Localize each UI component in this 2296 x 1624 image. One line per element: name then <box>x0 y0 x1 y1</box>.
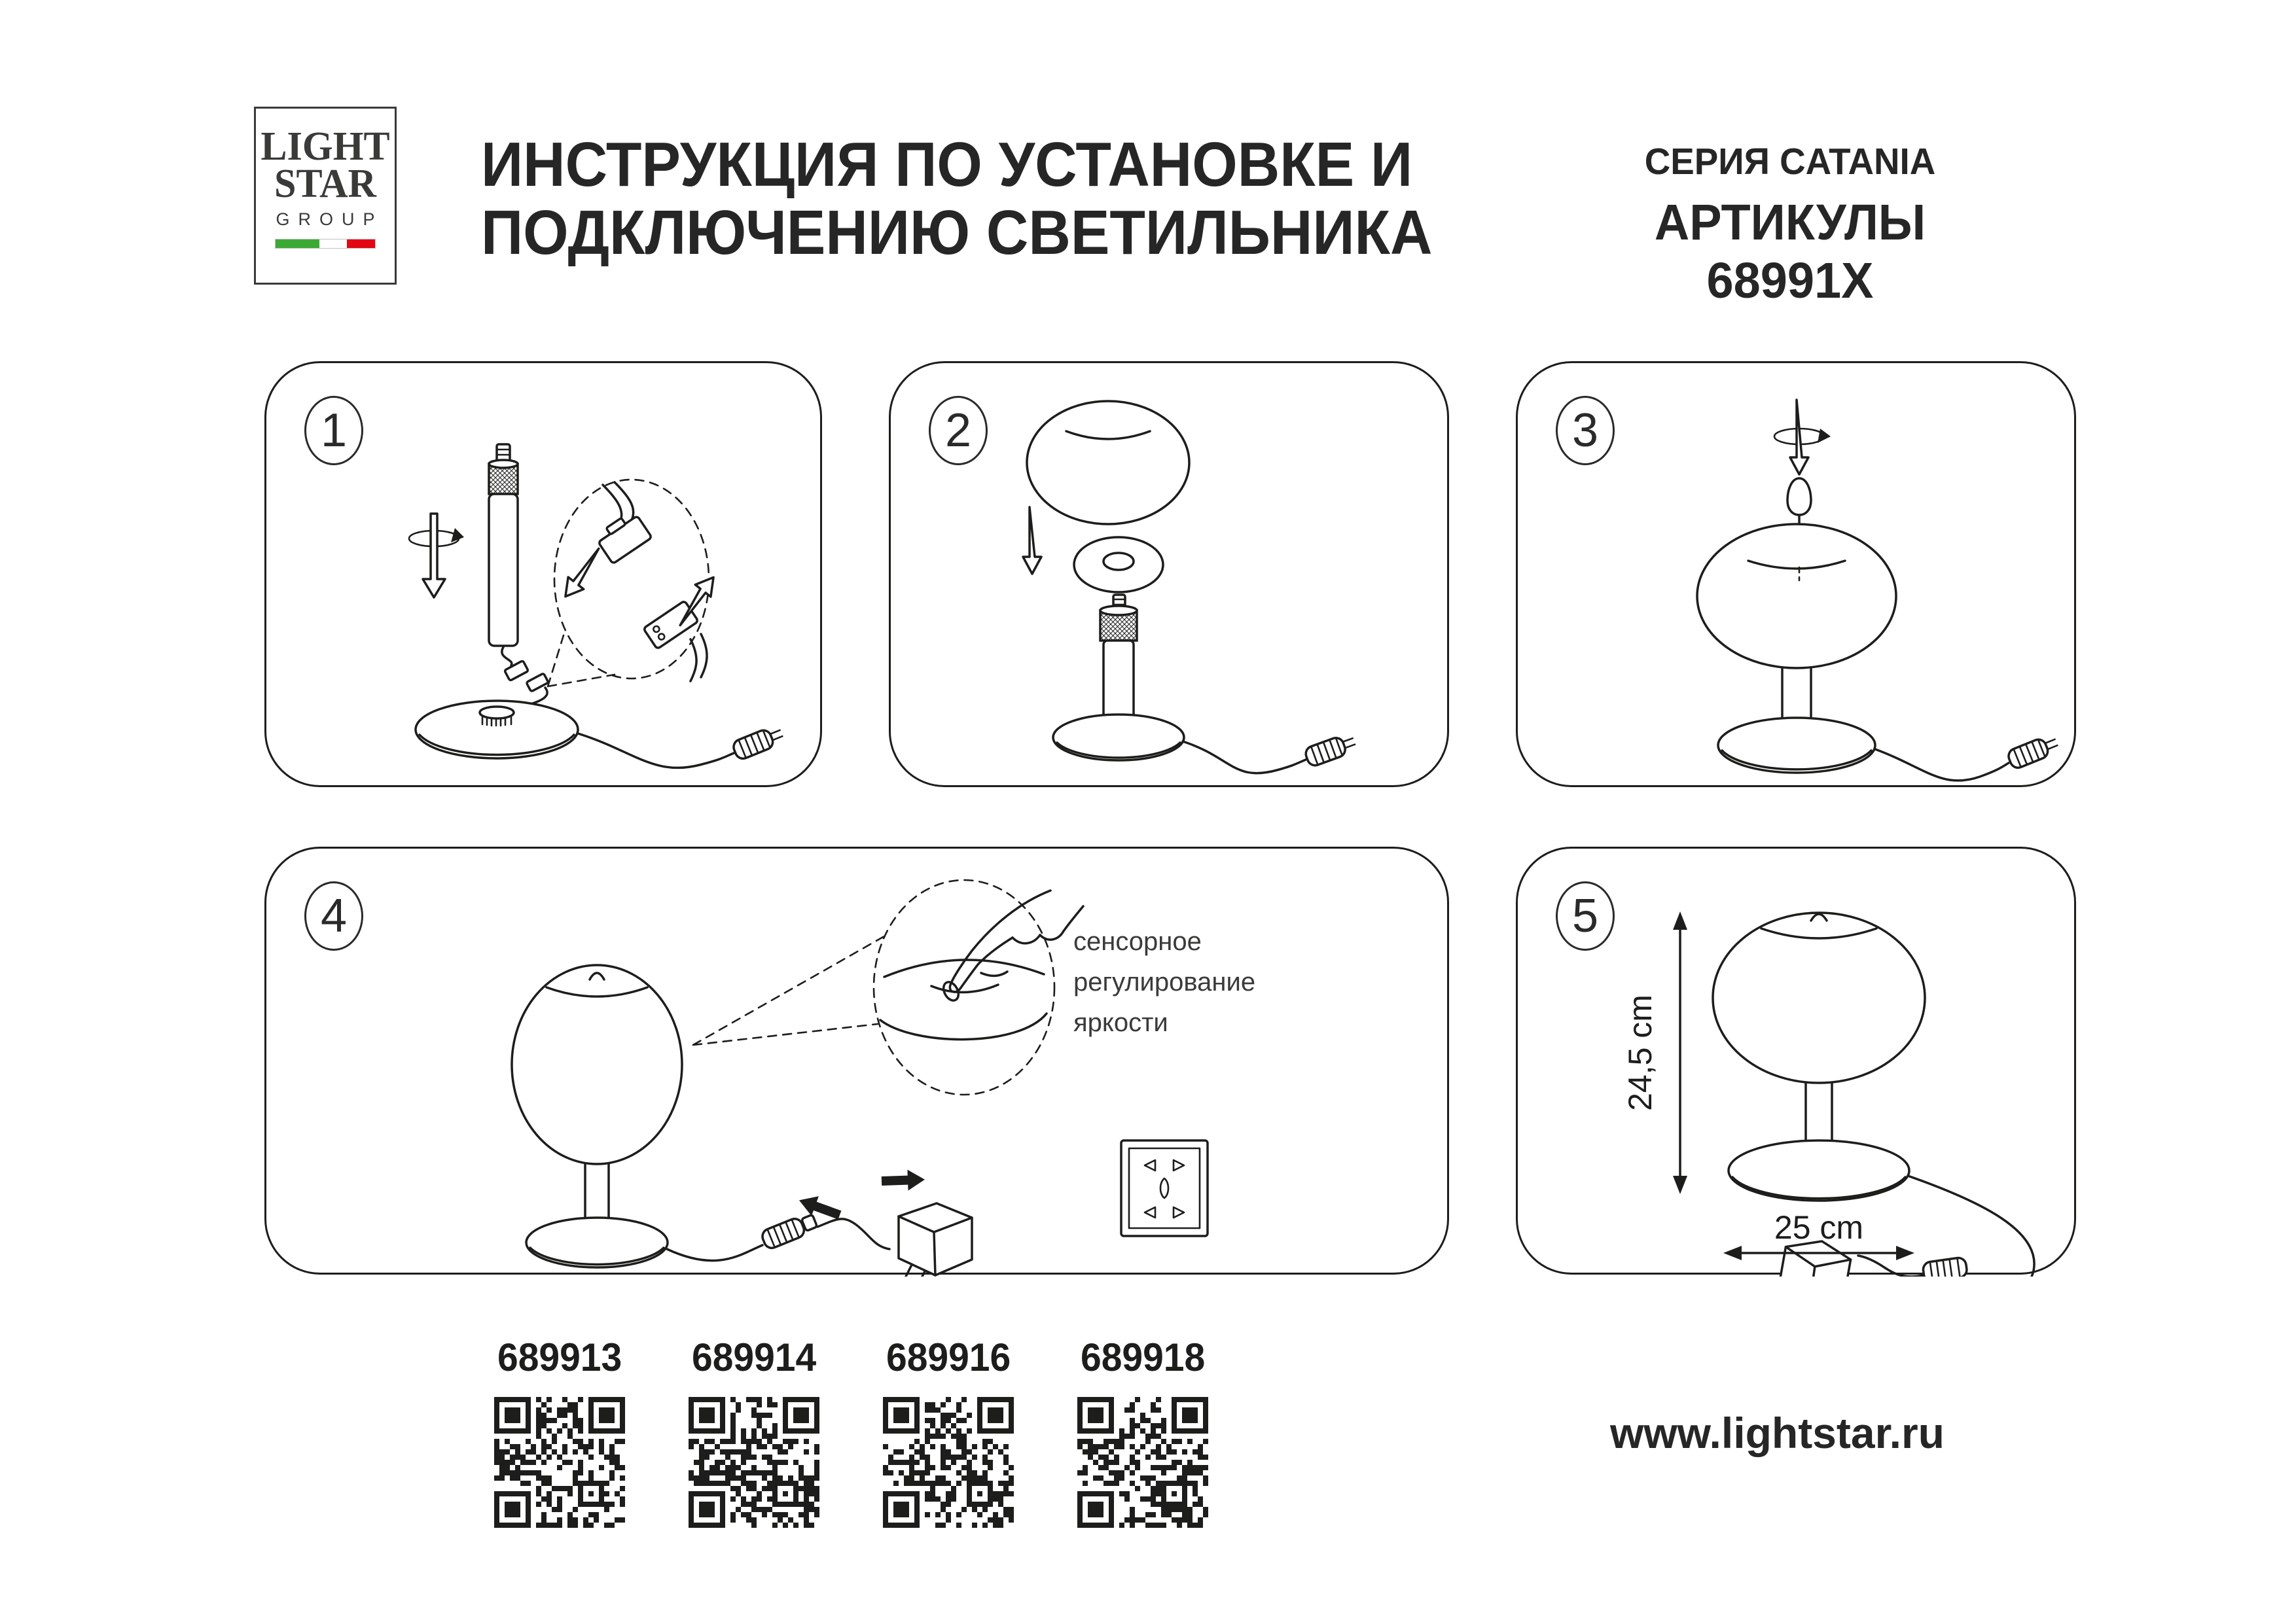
logo-word-star: STAR <box>274 162 376 207</box>
lamp-base <box>1718 718 1875 773</box>
logo-word-light: LIGHT <box>260 124 390 169</box>
width-dimension <box>1723 1209 1914 1260</box>
touch-dimming-note: сенсорное регулирование яркости <box>1073 927 1256 1037</box>
article-code: 689914 <box>692 1335 817 1379</box>
step-4-number: 4 <box>304 881 363 951</box>
width-label: 25 cm <box>1774 1209 1864 1246</box>
height-label: 24,5 cm <box>1622 995 1659 1111</box>
lightstar-logo <box>254 107 397 285</box>
article-column <box>883 1335 1014 1531</box>
plug-in-arrow-icon <box>881 1169 925 1192</box>
flag-white <box>319 239 348 248</box>
power-cord <box>578 733 734 768</box>
plug-icon <box>1304 732 1357 768</box>
articles-label: АРТИКУЛЫ 68991X <box>1654 194 1926 309</box>
italian-flag-stripe <box>275 239 376 249</box>
step-1-panel <box>264 361 822 787</box>
step-5-panel <box>1516 847 2076 1275</box>
website-url: www.lightstar.ru <box>1610 1409 1945 1457</box>
step-2-number: 2 <box>929 396 988 465</box>
step-1-number: 1 <box>304 396 363 465</box>
power-adapter <box>899 1203 972 1277</box>
lamp-wire <box>502 647 512 665</box>
power-cord <box>667 1245 762 1261</box>
series-block <box>1571 140 2009 310</box>
flag-green <box>276 239 319 248</box>
power-cord <box>1908 1176 2034 1277</box>
callout-pointer <box>548 635 615 686</box>
lamp-base <box>526 1218 668 1267</box>
power-cord <box>1875 749 2009 781</box>
lamp-shade <box>512 965 682 1164</box>
article-column <box>494 1335 625 1531</box>
callout-circle <box>874 880 1054 1095</box>
lamp-base <box>1729 1140 1909 1201</box>
flag-red <box>347 239 375 248</box>
lamp-shade <box>1713 913 1925 1083</box>
lamp-base <box>1053 715 1184 760</box>
lamp-pole <box>489 444 518 646</box>
step-5-number: 5 <box>1556 881 1615 951</box>
qr-code <box>1077 1397 1208 1528</box>
step-2-panel <box>889 361 1449 787</box>
step-3-panel <box>1516 361 2076 787</box>
article-code: 689913 <box>497 1335 622 1379</box>
power-cord <box>1183 741 1306 773</box>
article-column <box>1077 1335 1208 1531</box>
lamp-shade <box>1027 401 1189 524</box>
title-line-2: ПОДКЛЮЧЕНИЮ СВЕТИЛЬНИКА <box>481 197 1433 268</box>
article-code: 689916 <box>886 1335 1011 1379</box>
logo-word-group: GROUP <box>276 209 384 230</box>
cord-connector <box>1922 1257 1968 1277</box>
push-down-arrow-icon <box>1790 400 1808 474</box>
touch-hand <box>880 891 1083 1040</box>
article-column <box>689 1335 819 1531</box>
lamp-base <box>416 701 578 758</box>
callout-pointer <box>693 936 884 1045</box>
article-code: 689918 <box>1081 1335 1206 1379</box>
lamp-pole <box>1100 595 1137 733</box>
step-3-number: 3 <box>1556 396 1615 465</box>
plug-icon <box>2006 733 2060 770</box>
title-line-1: ИНСТРУКЦИЯ ПО УСТАНОВКЕ И <box>481 130 1413 200</box>
qr-code <box>494 1397 625 1528</box>
qr-code <box>883 1397 1014 1528</box>
step-4-panel <box>264 847 1449 1275</box>
connector-detail <box>558 482 721 681</box>
plug-icon <box>731 724 785 761</box>
height-dimension <box>1622 911 1687 1194</box>
page-title <box>481 131 1433 266</box>
cord-connector <box>760 1212 818 1250</box>
washer-disc <box>1074 537 1163 592</box>
qr-code <box>689 1397 819 1528</box>
wall-outlet-icon <box>1121 1140 1208 1236</box>
step-4-illustration <box>266 849 1451 1277</box>
push-down-arrow-icon <box>423 514 445 597</box>
lamp-shade <box>1697 524 1896 668</box>
down-arrow-icon <box>1023 507 1041 574</box>
series-label: СЕРИЯ CATANIA <box>1644 141 1936 183</box>
